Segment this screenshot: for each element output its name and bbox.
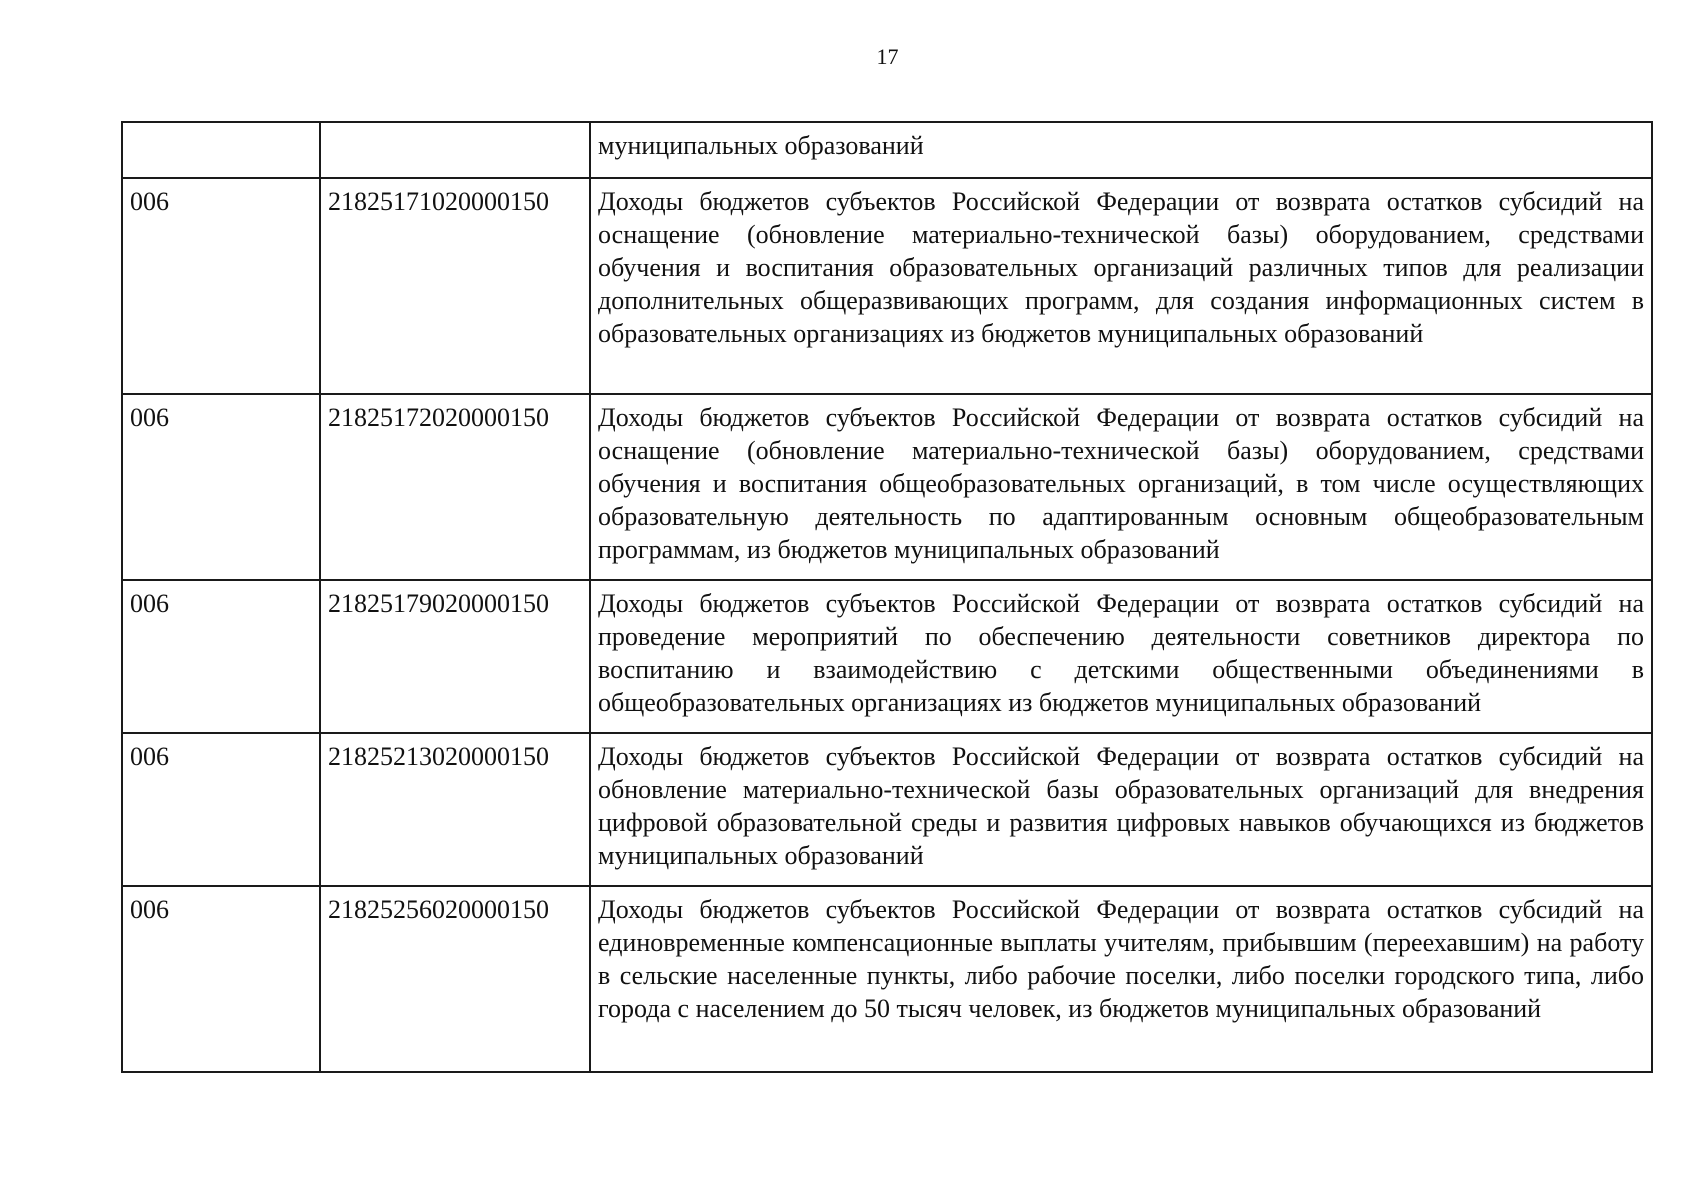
kbk-cell: 21825172020000150 [320,394,590,580]
page-number: 17 [876,44,899,69]
kbk-cell: 21825171020000150 [320,178,590,394]
table-row [122,580,1652,733]
kbk-cell: 21825213020000150 [320,733,590,886]
table-row [122,178,1652,394]
table-row [122,886,1652,1072]
description-cell: Доходы бюджетов субъектов Российской Федерации от возврата остатков субсидий на оснащение (обновление материально-технической базы) оборудованием, средствами обучения и воспитания общеобразовательных организаций, в том числе осуществляющих образовательную деятельность по адаптированным основным общеобразовательным программам, из бюджетов муниципальных образований [590,394,1652,580]
kbk-cell: 21825179020000150 [320,580,590,733]
table-row [122,394,1652,580]
admin-code-cell: 006 [122,394,320,580]
table-row [122,733,1652,886]
admin-code-cell: 006 [122,580,320,733]
description-cell: Доходы бюджетов субъектов Российской Федерации от возврата остатков субсидий на проведение мероприятий по обеспечению деятельности советников директора по воспитанию и взаимодействию с детскими общественными объединениями в общеобразовательных организациях из бюджетов муниципальных образований [590,580,1652,733]
admin-code-cell [122,122,320,178]
description-cell: Доходы бюджетов субъектов Российской Федерации от возврата остатков субсидий на обновление материально-технической базы образовательных организаций для внедрения цифровой образовательной среды и развития цифровых навыков обучающихся из бюджетов муниципальных образований [590,733,1652,886]
admin-code-cell: 006 [122,886,320,1072]
description-cell: Доходы бюджетов субъектов Российской Федерации от возврата остатков субсидий на оснащение (обновление материально-технической базы) оборудованием, средствами обучения и воспитания образовательных организаций различных типов для реализации дополнительных общеразвивающих программ, для создания информационных систем в образовательных организациях из бюджетов муниципальных образований [590,178,1652,394]
kbk-cell [320,122,590,178]
kbk-cell: 21825256020000150 [320,886,590,1072]
admin-code-cell: 006 [122,178,320,394]
description-cell: Доходы бюджетов субъектов Российской Федерации от возврата остатков субсидий на единовременные компенсационные выплаты учителям, прибывшим (переехавшим) на работу в сельские населенные пункты, либо рабочие поселки, либо поселки городского типа, либо города с населением до 50 тысяч человек, из бюджетов муниципальных образований [590,886,1652,1072]
table-row-continuation [122,122,1652,178]
revenue-codes-table [121,121,1653,1073]
description-cell: муниципальных образований [590,122,1652,178]
admin-code-cell: 006 [122,733,320,886]
